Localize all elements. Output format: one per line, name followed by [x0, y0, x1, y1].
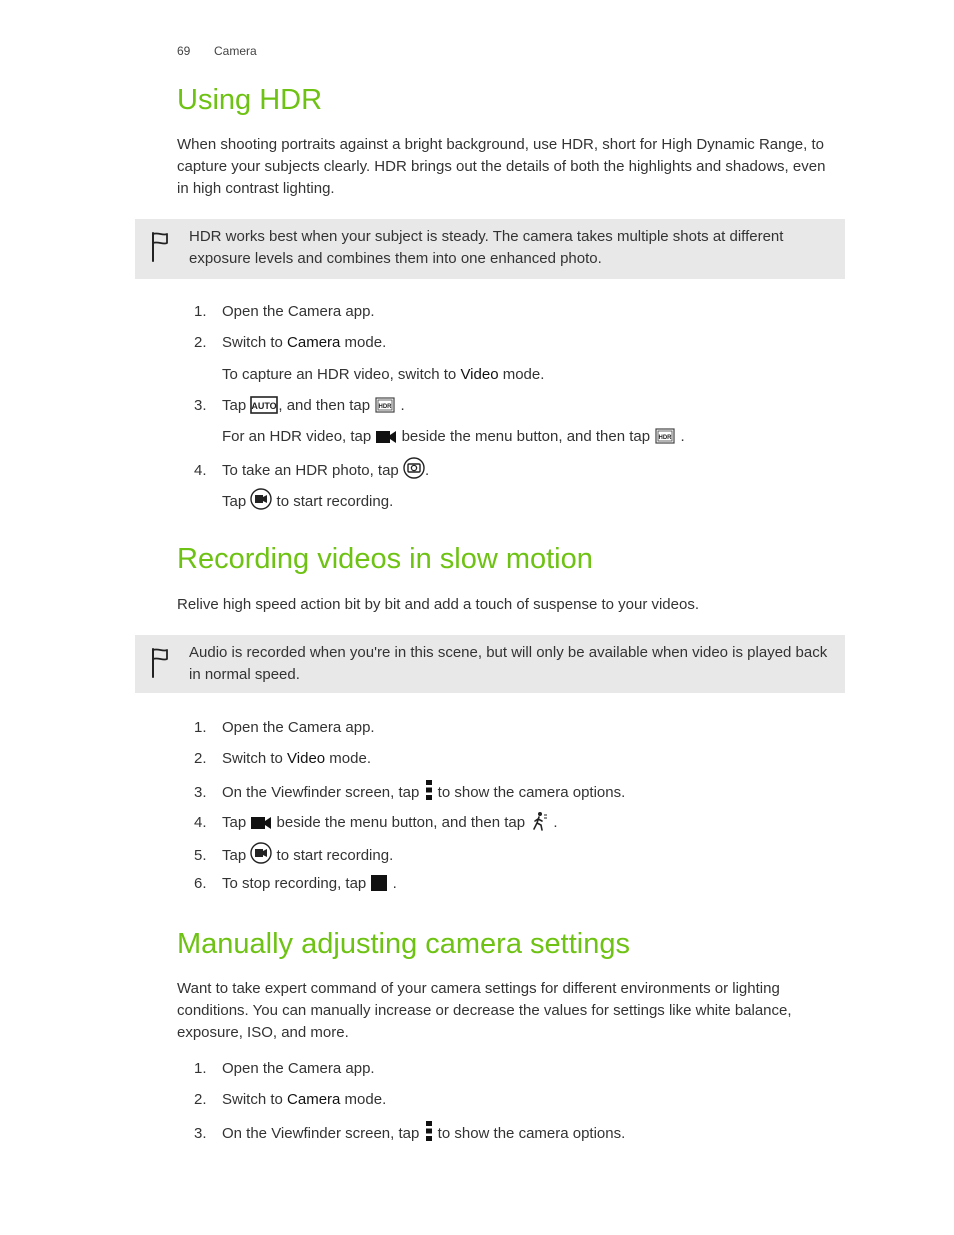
manual-settings-intro: Want to take expert command of your camera settings for different environments or lighting conditions. You can manually increase or decrease the values for settings like white balance, exposure, ISO, and more. — [177, 980, 792, 1041]
step-text: mode. — [325, 750, 371, 767]
hdr-step-2-sub — [222, 364, 544, 386]
step-text: On the Viewfinder screen, tap — [222, 1125, 424, 1142]
hdr-step-3 — [194, 395, 405, 417]
step-text: Open the Camera app. — [222, 303, 375, 320]
step-text: On the Viewfinder screen, tap — [222, 784, 424, 801]
step-text: To take an HDR photo, tap — [222, 462, 403, 479]
slow-motion-note — [135, 635, 845, 693]
hdr-intro: When shooting portraits against a bright background, use HDR, short for High Dynamic Range, to capture your subjects clearly. HDR brings out the details of both the highlights and shadows, even in high contrast lighting. — [177, 136, 826, 197]
auto-scene-icon — [250, 396, 278, 414]
stop-icon — [370, 874, 388, 892]
manual-step-1 — [194, 1058, 375, 1080]
step-text: Open the Camera app. — [222, 719, 375, 736]
step-number: 5. — [194, 847, 207, 864]
step-number: 2. — [194, 334, 207, 351]
step-text: For an HDR video, tap — [222, 428, 376, 445]
step-text: Switch to — [222, 750, 288, 767]
video-camera-icon — [250, 815, 272, 831]
hdr-step-4 — [194, 457, 429, 482]
step-number: 3. — [194, 1125, 207, 1142]
hdr-note-text: HDR works best when your subject is steady. The camera takes multiple shots at different exposure levels and combines them into one enhanced photo. — [189, 228, 784, 267]
manual-step-3 — [194, 1120, 625, 1145]
slow-step-5 — [194, 842, 393, 867]
step-text: , and then tap — [278, 397, 375, 414]
step-text: . — [549, 814, 558, 831]
hdr-heading: Using HDR — [177, 84, 323, 116]
manual-step-2 — [194, 1089, 386, 1111]
step-text: beside the menu button, and then tap — [397, 428, 655, 445]
menu-dots-icon — [424, 779, 434, 801]
step-text: Tap — [222, 493, 251, 510]
slow-step-6 — [194, 873, 397, 895]
record-icon — [250, 842, 272, 864]
mode-name: Camera — [287, 1091, 341, 1108]
slow-step-4 — [194, 811, 558, 834]
step-number: 2. — [194, 1091, 207, 1108]
step-text: Switch to — [222, 1091, 288, 1108]
mode-name: Video — [460, 366, 499, 383]
shutter-icon — [403, 457, 425, 479]
record-icon — [250, 488, 272, 510]
hdr-icon-label: HDR — [658, 435, 672, 441]
video-camera-icon — [375, 429, 397, 445]
step-text: To stop recording, tap — [222, 875, 371, 892]
step-text: Tap — [222, 397, 251, 414]
slow-step-3 — [194, 779, 625, 804]
step-text: . — [424, 462, 430, 479]
slow-motion-intro: Relive high speed action bit by bit and add a touch of suspense to your videos. — [177, 596, 700, 613]
step-text: Tap — [222, 814, 251, 831]
step-number: 1. — [194, 719, 207, 736]
hdr-step-2 — [194, 332, 386, 354]
step-text: . — [676, 428, 685, 445]
step-number: 3. — [194, 397, 207, 414]
slow-step-1 — [194, 717, 375, 739]
step-text: . — [388, 875, 397, 892]
slow-motion-note-text: Audio is recorded when you're in this scene, but will only be available when video is played back in normal speed. — [189, 644, 828, 683]
note-flag-icon — [149, 231, 169, 263]
step-text: to show the camera options. — [433, 784, 626, 801]
step-text: mode. — [498, 366, 545, 383]
auto-icon-label: AUTO — [251, 401, 278, 411]
section-name: Camera — [214, 44, 257, 58]
mode-name: Camera — [287, 334, 341, 351]
step-number: 4. — [194, 462, 207, 479]
step-number: 2. — [194, 750, 207, 767]
step-text: to show the camera options. — [433, 1125, 626, 1142]
note-flag-icon — [149, 647, 169, 679]
hdr-icon — [374, 396, 396, 414]
step-text: mode. — [340, 1091, 387, 1108]
step-number: 6. — [194, 875, 207, 892]
page-header — [177, 44, 257, 58]
hdr-step-3-sub — [222, 426, 685, 448]
step-text: to start recording. — [272, 493, 394, 510]
step-number: 3. — [194, 784, 207, 801]
step-text: To capture an HDR video, switch to — [222, 366, 461, 383]
step-text: Open the Camera app. — [222, 1060, 375, 1077]
hdr-icon-label: HDR — [378, 404, 392, 410]
slow-motion-icon — [529, 811, 549, 831]
slow-motion-heading: Recording videos in slow motion — [177, 543, 593, 575]
manual-settings-heading: Manually adjusting camera settings — [177, 928, 630, 960]
mode-name: Video — [287, 750, 326, 767]
menu-dots-icon — [424, 1120, 434, 1142]
step-number: 1. — [194, 1060, 207, 1077]
step-text: Tap — [222, 847, 251, 864]
slow-step-2 — [194, 748, 371, 770]
step-number: 1. — [194, 303, 207, 320]
step-number: 4. — [194, 814, 207, 831]
hdr-step-4-sub — [222, 488, 393, 513]
hdr-note — [135, 219, 845, 279]
step-text: . — [396, 397, 405, 414]
step-text: Switch to — [222, 334, 288, 351]
hdr-icon — [654, 427, 676, 445]
step-text: to start recording. — [272, 847, 394, 864]
hdr-step-1 — [194, 301, 375, 323]
step-text: beside the menu button, and then tap — [272, 814, 530, 831]
step-text: mode. — [340, 334, 387, 351]
page-number: 69 — [177, 44, 191, 58]
